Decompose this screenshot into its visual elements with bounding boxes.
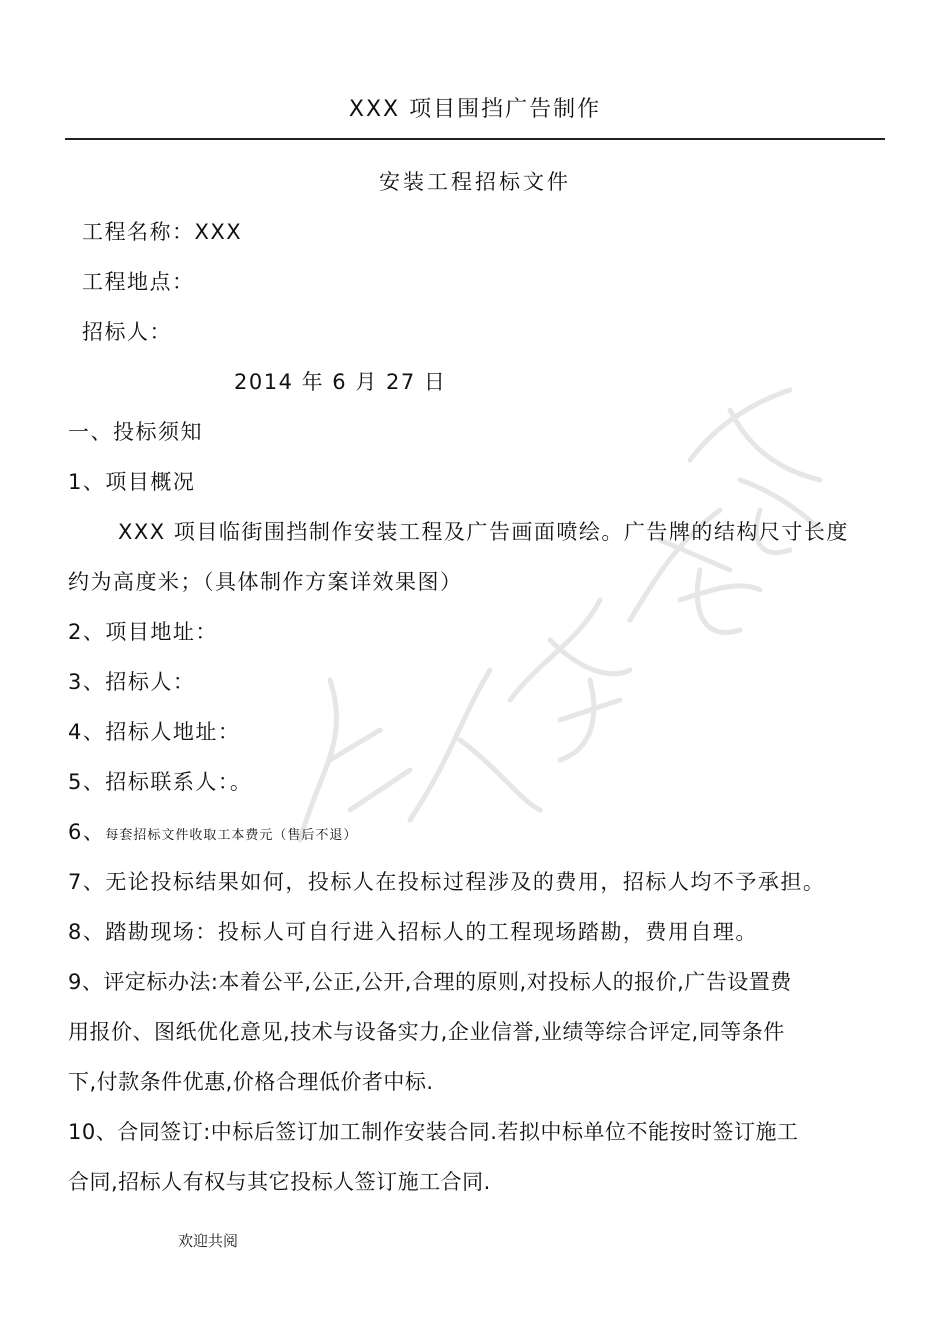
item-1-title: 1、项目概况 (68, 470, 196, 494)
item-9-line-1: 9、评定标办法:本着公平,公正,公开,合理的原则,对投标人的报价,广告设置费 (68, 970, 792, 994)
document-title: 安装工程招标文件 (379, 170, 571, 194)
watermark-handwriting (260, 340, 860, 880)
item-6-text: 每套招标文件收取工本费元（售后不退） (105, 828, 358, 843)
item-6-number: 6、 (68, 820, 106, 844)
header-divider (65, 138, 885, 140)
tenderer: 招标人： (82, 320, 172, 344)
header-title: XXX 项目围挡广告制作 (348, 97, 602, 122)
item-6 (68, 816, 357, 846)
item-9-line-2: 用报价、图纸优化意见,技术与设备实力,企业信誉,业绩等综合评定,同等条件 (68, 1020, 785, 1044)
item-4: 4、招标人地址： (68, 720, 241, 744)
section-heading: 一、投标须知 (68, 420, 203, 444)
project-location: 工程地点： (82, 270, 195, 294)
item-1-body-line-2: 约为高度米；（具体制作方案详效果图） (68, 570, 463, 594)
item-2: 2、项目地址： (68, 620, 218, 644)
item-3: 3、招标人： (68, 670, 196, 694)
item-7: 7、无论投标结果如何，投标人在投标过程涉及的费用，招标人均不予承担。 (68, 870, 826, 894)
document-date: 2014 年 6 月 27 日 (234, 370, 447, 394)
footer-note: 欢迎共阅 (178, 1233, 239, 1250)
project-name: 工程名称：XXX (82, 220, 243, 244)
item-1-body-line-1: XXX 项目临街围挡制作安装工程及广告画面喷绘。广告牌的结构尺寸长度 (118, 520, 849, 544)
item-10-line-2: 合同,招标人有权与其它投标人签订施工合同. (68, 1170, 491, 1194)
item-5: 5、招标联系人：。 (68, 770, 253, 794)
item-9-line-3: 下,付款条件优惠,价格合理低价者中标. (68, 1070, 434, 1094)
item-10-line-1: 10、合同签订:中标后签订加工制作安装合同.若拟中标单位不能按时签订施工 (68, 1120, 799, 1144)
item-8: 8、踏勘现场：投标人可自行进入招标人的工程现场踏勘，费用自理。 (68, 920, 758, 944)
